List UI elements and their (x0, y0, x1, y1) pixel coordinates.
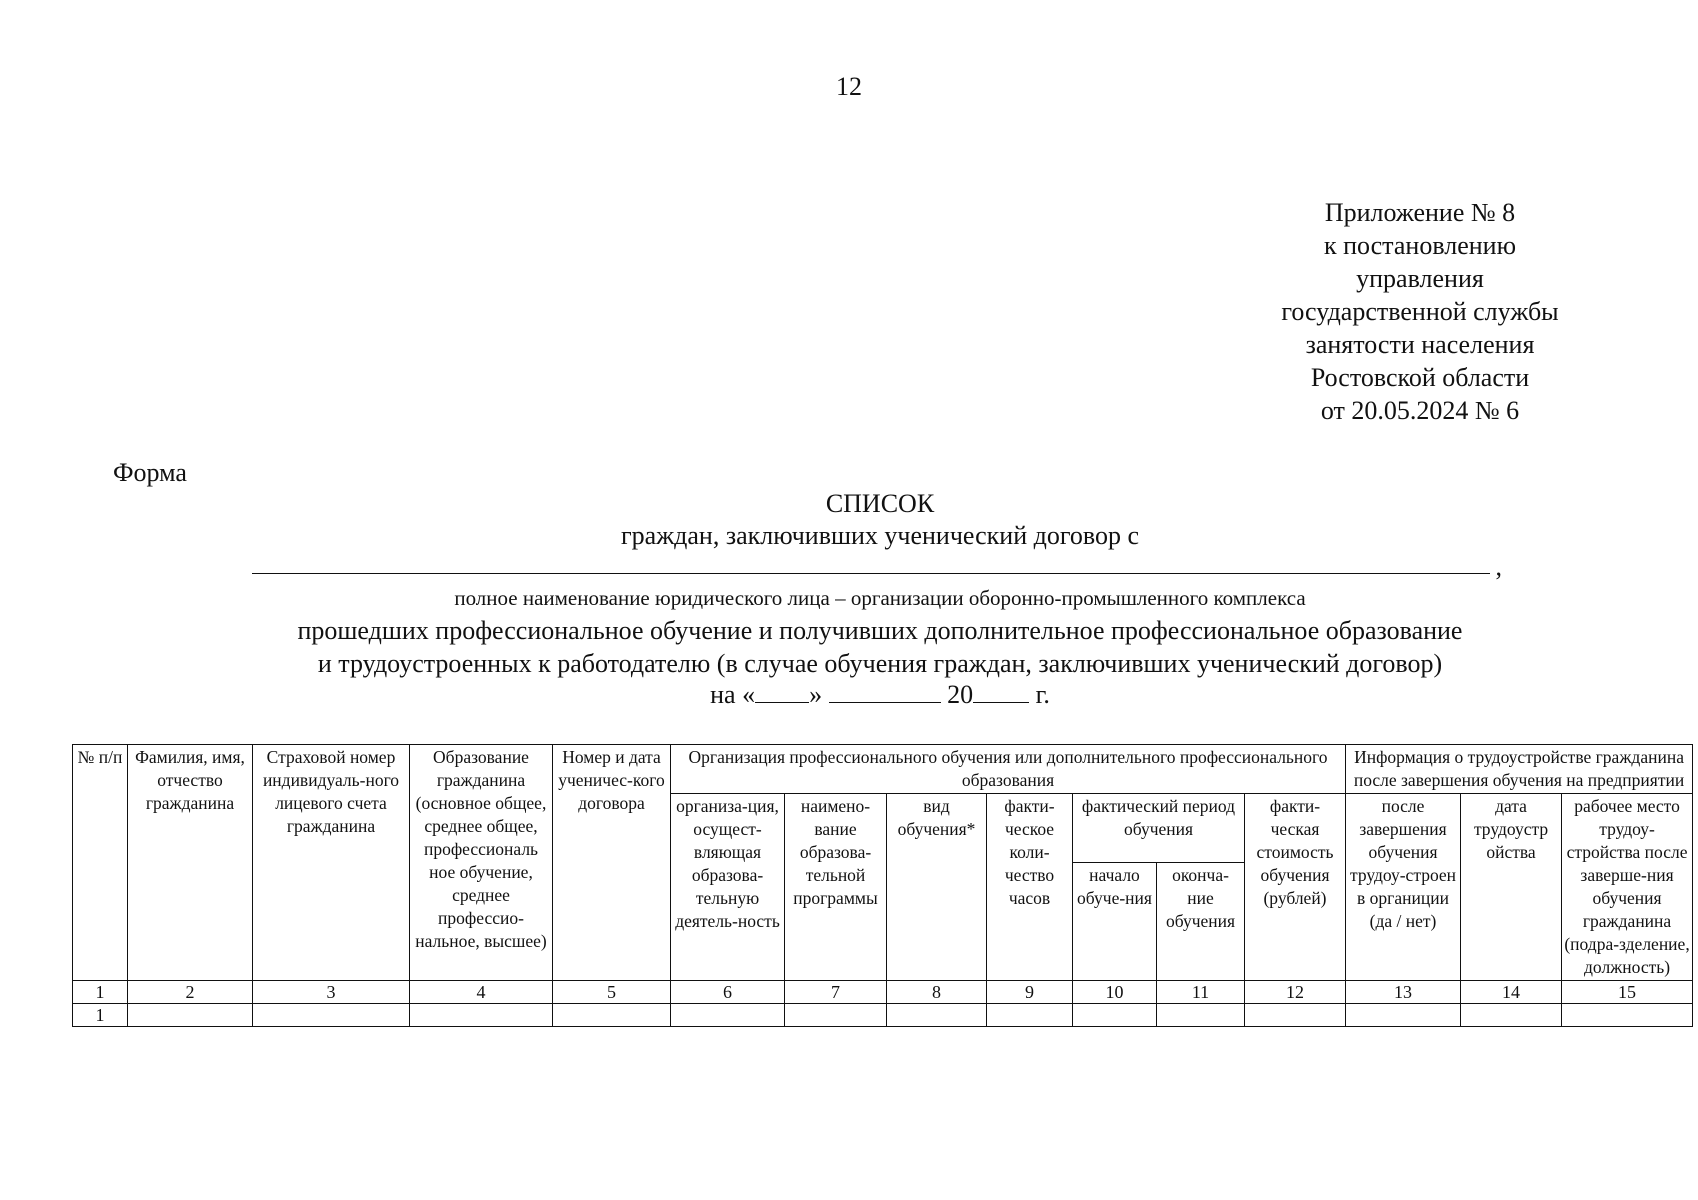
month-blank[interactable] (829, 680, 941, 703)
date-prefix: на « (710, 680, 756, 709)
header-end: оконча-ние обучения (1157, 863, 1245, 981)
header-group-period: фактический период обучения (1073, 794, 1245, 863)
table-cell[interactable] (987, 1004, 1073, 1027)
date-mid: » (809, 680, 823, 709)
header-contract: Номер и дата ученичес-кого договора (553, 745, 671, 981)
table-cell[interactable] (1245, 1004, 1346, 1027)
table-cell[interactable] (1461, 1004, 1562, 1027)
table-cell[interactable] (1157, 1004, 1245, 1027)
title-line-4: и трудоустроенных к работодателю (в случае обучения граждан, заключивших ученический договор) (317, 649, 1443, 678)
appendix-line: государственной службы (1281, 297, 1559, 326)
appendix-line: от 20.05.2024 № 6 (1320, 396, 1520, 425)
header-employed: после завершения обучения трудоу-строен в органиции (да / нет) (1346, 794, 1461, 981)
appendix-line: к постановлению (1323, 231, 1517, 260)
date-line (0, 680, 1698, 710)
table-cell[interactable] (887, 1004, 987, 1027)
column-number: 15 (1562, 981, 1693, 1004)
header-organization: организа-ция, осущест-вляющая образова-тельную деятель-ность (671, 794, 785, 981)
header-employment-date: дата трудоустр ойства (1461, 794, 1562, 981)
document-heading: СПИСОК (825, 489, 935, 518)
date-year: 20 (947, 680, 974, 709)
column-number: 13 (1346, 981, 1461, 1004)
table-cell[interactable] (253, 1004, 410, 1027)
header-training-type: вид обучения* (887, 794, 987, 981)
header-group-employment: Информация о трудоустройстве гражданина после завершения обучения на предприятии (1346, 745, 1693, 794)
column-number: 2 (128, 981, 253, 1004)
header-start: начало обуче-ния (1073, 863, 1157, 981)
column-number: 4 (410, 981, 553, 1004)
header-workplace: рабочее место трудоу-стройства после заверше-ния обучения гражданина (подра-зделение, должность) (1562, 794, 1693, 981)
column-number: 3 (253, 981, 410, 1004)
column-number: 7 (785, 981, 887, 1004)
table-cell[interactable] (1073, 1004, 1157, 1027)
form-label: Форма (113, 458, 187, 487)
appendix-line: занятости населения (1305, 330, 1535, 359)
table-cell[interactable] (410, 1004, 553, 1027)
header-cost: факти-ческая стоимость обучения (рублей) (1245, 794, 1346, 981)
column-number: 9 (987, 981, 1073, 1004)
table-cell[interactable] (1346, 1004, 1461, 1027)
table-row (73, 1004, 1693, 1027)
column-number: 6 (671, 981, 785, 1004)
organization-name-underline (252, 573, 1490, 574)
column-number: 5 (553, 981, 671, 1004)
appendix-block (1250, 196, 1590, 427)
table-cell[interactable] (785, 1004, 887, 1027)
column-number: 11 (1157, 981, 1245, 1004)
table-cell[interactable] (671, 1004, 785, 1027)
table-cell[interactable] (1562, 1004, 1693, 1027)
date-suffix: г. (1035, 680, 1050, 709)
title-lines (0, 614, 1698, 680)
title-line-3: прошедших профессиональное обучение и получивших дополнительное профессиональное образование (297, 616, 1463, 645)
header-hours: факти-ческое коли-чество часов (987, 794, 1073, 981)
comma: , (1495, 552, 1502, 581)
appendix-line: Приложение № 8 (1324, 198, 1516, 227)
column-number: 1 (73, 981, 128, 1004)
title-line-2: граждан, заключивших ученический договор с (621, 521, 1139, 550)
citizens-table (72, 744, 1693, 1027)
table-cell[interactable] (553, 1004, 671, 1027)
header-group-training: Организация профессионального обучения или дополнительного профессионального образования (671, 745, 1346, 794)
header-insurance-number: Страховой номер индивидуаль-ного лицевого счета гражданина (253, 745, 410, 981)
field-caption: полное наименование юридического лица – организации оборонно-промышленного комплекса (454, 586, 1306, 610)
title-block (0, 488, 1698, 552)
header-program: наимено-вание образова-тельной программы (785, 794, 887, 981)
column-numbers-row (73, 981, 1693, 1004)
header-row-1 (73, 745, 1693, 794)
header-education: Образование гражданина (основное общее, среднее общее, профессиональ ное обучение, среднее профессио-нальное, высшее) (410, 745, 553, 981)
header-full-name: Фамилия, имя, отчество гражданина (128, 745, 253, 981)
column-number: 8 (887, 981, 987, 1004)
header-number: № п/п (73, 745, 128, 981)
appendix-line: Ростовской области (1310, 363, 1530, 392)
table-cell[interactable] (128, 1004, 253, 1027)
column-number: 12 (1245, 981, 1346, 1004)
page-number: 12 (836, 72, 862, 101)
appendix-line: управления (1356, 264, 1484, 293)
day-blank[interactable] (755, 680, 809, 703)
year-blank[interactable] (973, 680, 1029, 703)
row-number: 1 (73, 1004, 128, 1027)
column-number: 10 (1073, 981, 1157, 1004)
column-number: 14 (1461, 981, 1562, 1004)
organization-name-field[interactable] (252, 548, 1502, 581)
